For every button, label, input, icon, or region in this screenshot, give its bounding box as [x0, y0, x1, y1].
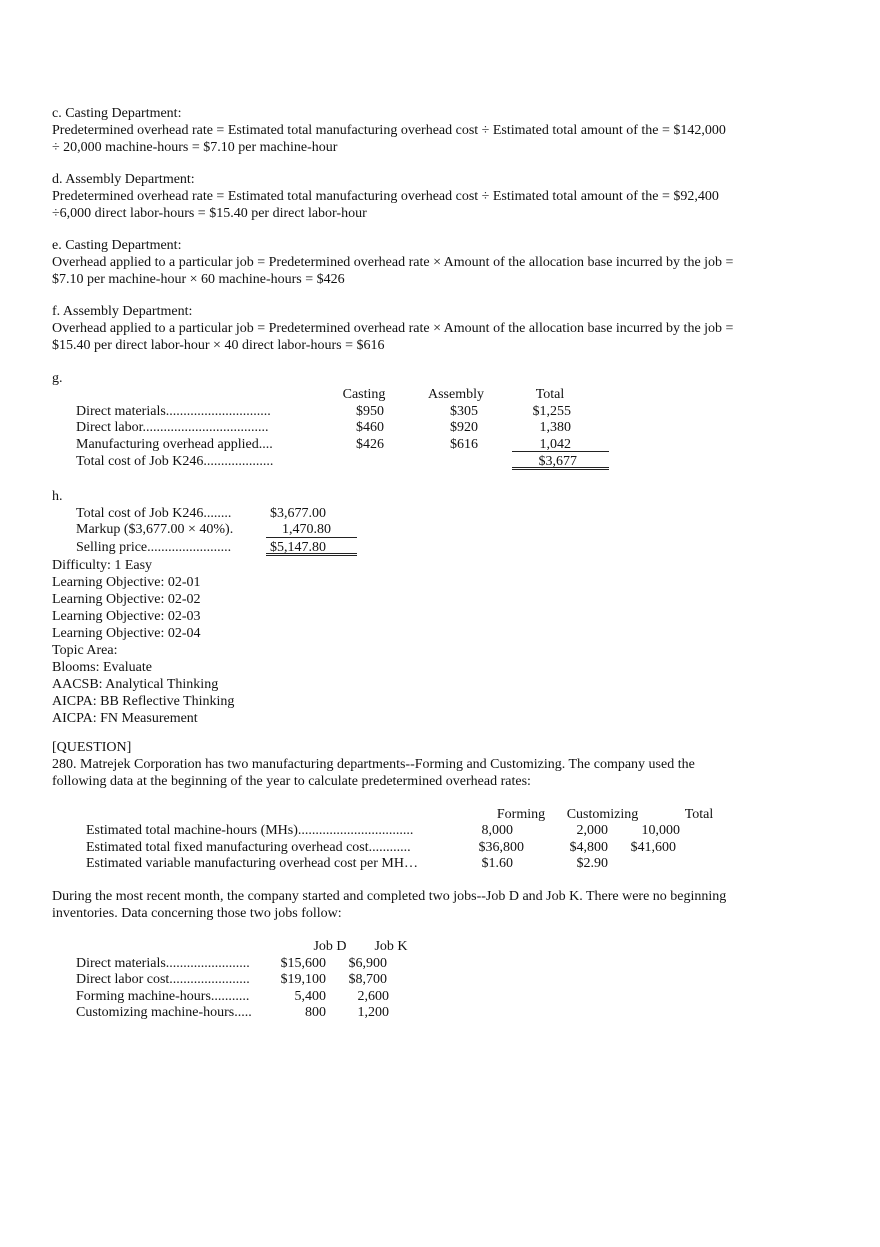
meta-line: AICPA: FN Measurement [52, 711, 198, 726]
col-header-total: Total [535, 387, 565, 402]
total-row-value: $3,677 [538, 454, 577, 469]
cell-customizing: 2,000 [576, 823, 608, 838]
section-g-label: g. [52, 371, 63, 386]
col-header-forming: Forming [496, 807, 546, 822]
cell-total: 1,380 [539, 420, 571, 435]
cell-total: 1,042 [539, 437, 571, 452]
cell-customizing: $2.90 [576, 856, 608, 871]
grand-total-double-rule [266, 553, 357, 556]
row-label: Selling price........................ [76, 540, 232, 555]
section-e-line2: $7.10 per machine-hour × 60 machine-hours = $426 [52, 272, 345, 287]
cell-job-d: $19,100 [280, 972, 326, 987]
meta-line: Learning Objective: 02-03 [52, 609, 201, 624]
col-header-customizing: Customizing [566, 807, 639, 822]
row-value: $3,677.00 [270, 506, 326, 521]
section-h-label: h. [52, 489, 63, 504]
cell-casting: $426 [356, 437, 384, 452]
meta-line: AACSB: Analytical Thinking [52, 677, 219, 692]
section-f-heading: f. Assembly Department: [52, 304, 193, 319]
col-header-total: Total [684, 807, 714, 822]
section-f-line1: Overhead applied to a particular job = Predetermined overhead rate × Amount of the allocation base incurred by the job = [52, 321, 734, 336]
row-label: Customizing machine-hours..... [76, 1005, 252, 1020]
col-header-job-d: Job D [313, 939, 347, 954]
cell-casting: $950 [356, 404, 384, 419]
cell-forming: $36,800 [478, 840, 524, 855]
meta-line: Difficulty: 1 Easy [52, 558, 153, 573]
cell-total: $41,600 [630, 840, 676, 855]
row-label: Direct materials........................ [76, 956, 250, 971]
section-c-heading: c. Casting Department: [52, 106, 182, 121]
meta-line: Blooms: Evaluate [52, 660, 152, 675]
question-intro [52, 739, 762, 790]
question-metadata [52, 557, 762, 727]
section-d-line2: ÷6,000 direct labor-hours = $15.40 per direct labor-hour [52, 206, 367, 221]
cell-casting: $460 [356, 420, 384, 435]
total-row-label: Total cost of Job K246.................... [76, 454, 274, 469]
question-intro-line2: following data at the beginning of the year to calculate predetermined overhead rates: [52, 774, 531, 789]
row-label: Direct labor cost....................... [76, 972, 250, 987]
meta-line: Learning Objective: 02-02 [52, 592, 201, 607]
row-label: Markup ($3,677.00 × 40%). [76, 522, 234, 537]
cell-job-k: 1,200 [357, 1005, 389, 1020]
section-c-line2: ÷ 20,000 machine-hours = $7.10 per machine-hour [52, 140, 338, 155]
cell-job-d: 5,400 [294, 989, 326, 1004]
meta-line: Learning Objective: 02-01 [52, 575, 201, 590]
section-f [52, 303, 762, 354]
row-label: Forming machine-hours........... [76, 989, 250, 1004]
row-label: Manufacturing overhead applied.... [76, 437, 273, 452]
cell-total: 10,000 [641, 823, 680, 838]
cell-assembly: $920 [450, 420, 478, 435]
section-d [52, 171, 762, 222]
section-d-line1: Predetermined overhead rate = Estimated total manufacturing overhead cost ÷ Estimated total amount of the = $92,400 [52, 189, 719, 204]
col-header-job-k: Job K [374, 939, 408, 954]
subtotal-rule [266, 537, 357, 538]
cell-job-k: $6,900 [348, 956, 387, 971]
row-label: Direct labor.................................... [76, 420, 269, 435]
cell-job-k: $8,700 [348, 972, 387, 987]
section-d-heading: d. Assembly Department: [52, 172, 195, 187]
row-label: Direct materials.............................. [76, 404, 271, 419]
row-value: $5,147.80 [270, 540, 326, 555]
meta-line: Learning Objective: 02-04 [52, 626, 201, 641]
row-label: Estimated variable manufacturing overhead cost per MH… [86, 856, 418, 871]
section-e-heading: e. Casting Department: [52, 238, 182, 253]
section-c-line1: Predetermined overhead rate = Estimated total manufacturing overhead cost ÷ Estimated total amount of the = $142,000 [52, 123, 726, 138]
cell-forming: 8,000 [481, 823, 513, 838]
cell-total: $1,255 [532, 404, 571, 419]
cell-job-d: 800 [305, 1005, 326, 1020]
section-e [52, 237, 762, 288]
row-value: 1,470.80 [282, 522, 331, 537]
row-label: Estimated total machine-hours (MHs)................................. [86, 823, 414, 838]
jobs-paragraph [52, 888, 762, 922]
cell-customizing: $4,800 [569, 840, 608, 855]
jobs-paragraph-line2: inventories. Data concerning those two jobs follow: [52, 906, 342, 921]
section-e-line1: Overhead applied to a particular job = Predetermined overhead rate × Amount of the allocation base incurred by the job = [52, 255, 734, 270]
cell-assembly: $305 [450, 404, 478, 419]
meta-line: AICPA: BB Reflective Thinking [52, 694, 235, 709]
question-intro-line1: 280. Matrejek Corporation has two manufacturing departments--Forming and Customizing. The company used the [52, 757, 695, 772]
col-header-assembly: Assembly [428, 387, 484, 402]
grand-total-double-rule [512, 467, 609, 470]
cell-job-d: $15,600 [280, 956, 326, 971]
col-header-casting: Casting [342, 387, 386, 402]
row-label: Estimated total fixed manufacturing overhead cost............ [86, 840, 411, 855]
jobs-paragraph-line1: During the most recent month, the company started and completed two jobs--Job D and Job K. There were no beginning [52, 889, 727, 904]
cell-assembly: $616 [450, 437, 478, 452]
cell-forming: $1.60 [481, 856, 513, 871]
cell-job-k: 2,600 [357, 989, 389, 1004]
question-marker: [QUESTION] [52, 740, 132, 755]
section-c [52, 105, 762, 156]
meta-line: Topic Area: [52, 643, 118, 658]
row-label: Total cost of Job K246........ [76, 506, 232, 521]
section-f-line2: $15.40 per direct labor-hour × 40 direct labor-hours = $616 [52, 338, 385, 353]
